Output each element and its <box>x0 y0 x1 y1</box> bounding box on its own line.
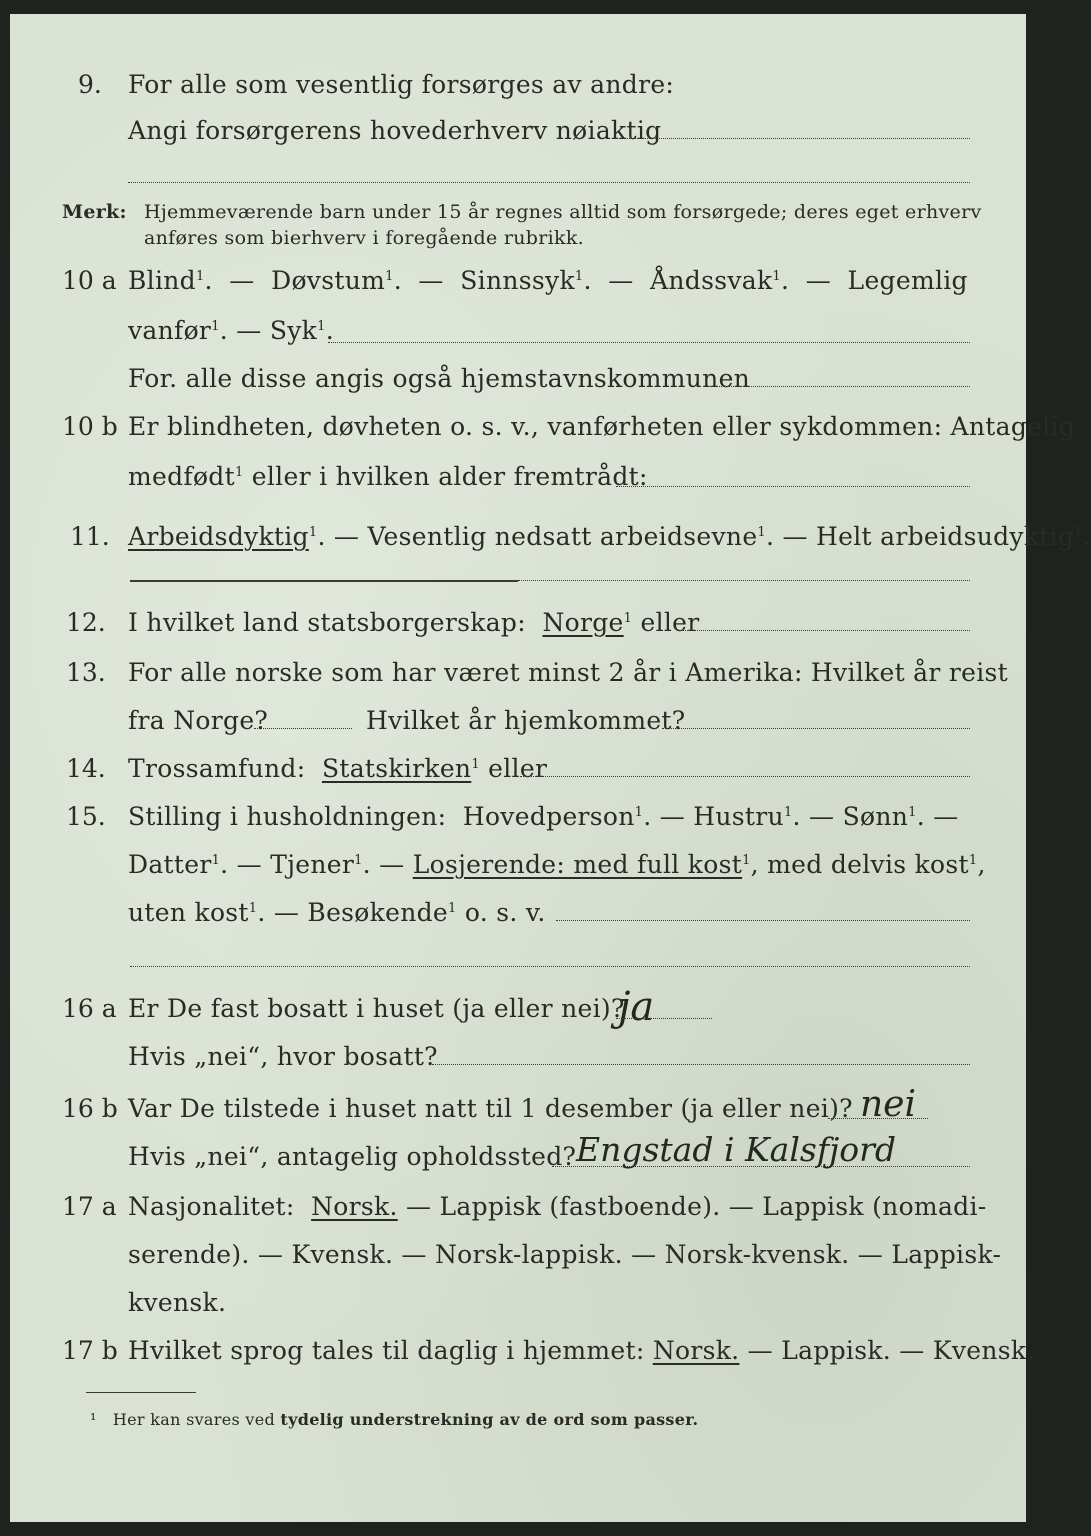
q17a-line3: kvensk. <box>128 1288 227 1317</box>
q13-reist-line[interactable] <box>254 728 352 729</box>
q14-statskirken-underlined: Statskirken <box>321 754 472 783</box>
q14-line: Trossamfund: Statskirken$^1$ eller <box>128 754 548 783</box>
q10a-blind: Blind <box>128 266 196 295</box>
q17a-line1: Nasjonalitet: Norsk. — Lappisk (fastboende). — Lappisk (nomadi- <box>128 1192 987 1221</box>
q15-line2: Datter$^1$. — Tjener$^1$. — Losjerende: med full kost$^1$, med delvis kost$^1$, <box>128 850 986 879</box>
q11-answer-line-solid[interactable] <box>130 580 518 582</box>
q10b-line2: medfødt$^1$ eller i hvilken alder fremtrådt: <box>128 462 648 491</box>
q16b-handwritten-opholdssted: Engstad i Kalsfjord <box>576 1130 897 1169</box>
footnote-rule <box>86 1392 196 1393</box>
q10a-vanfor: vanfør <box>128 316 212 345</box>
q11-answer-line[interactable] <box>518 580 970 581</box>
q10a-dovstum: Døvstum <box>271 266 386 295</box>
q10a-line2: vanfør$^1$. — Syk$^1$. <box>128 316 334 345</box>
q9-line1: For alle som vesentlig forsørges av andre: <box>128 70 675 99</box>
merk-line2: anføres som bierhverv i foregående rubrikk. <box>144 227 584 249</box>
q9-answer-line[interactable] <box>614 138 970 139</box>
q12-norge-underlined: Norge <box>542 608 624 637</box>
q15-losjerende-underlined: Losjerende: med full kost <box>412 850 743 879</box>
q11-arbeidsdyktig-underlined: Arbeidsdyktig <box>128 522 309 551</box>
q16a-line1: Er De fast bosatt i huset (ja eller nei)? <box>128 994 625 1023</box>
q11-line: Arbeidsdyktig$^1$. — Vesentlig nedsatt arbeidsevne$^1$. — Helt arbeidsudyktig$^1$. <box>128 522 1091 551</box>
q13-line2b: Hvilket år hjemkommet? <box>366 706 686 735</box>
q10b-answer-line[interactable] <box>616 486 970 487</box>
q11-number: 11. <box>70 522 110 551</box>
q14-answer-line[interactable] <box>520 776 970 777</box>
q16b-opholdssted-line[interactable] <box>552 1166 970 1167</box>
q17b-number: 17 b <box>62 1336 118 1365</box>
merk-line1: Hjemmeværende barn under 15 år regnes alltid som forsørgede; deres eget erhverv <box>144 201 982 223</box>
footnote: ¹ Her kan svares ved tydelig understrekning av de ord som passer. <box>90 1410 699 1429</box>
q13-hjemkommet-line[interactable] <box>662 728 970 729</box>
footnote-mark: ¹ <box>90 1410 97 1429</box>
q14-number: 14. <box>66 754 106 783</box>
q10a-syk: Syk <box>269 316 318 345</box>
q10b-line1: Er blindheten, døvheten o. s. v., vanførheten eller sykdommen: Antagelig <box>128 412 1076 441</box>
q15-line3: uten kost$^1$. — Besøkende$^1$ o. s. v. <box>128 898 546 927</box>
census-form-page <box>10 14 1091 1522</box>
q16b-line2: Hvis „nei“, antagelig opholdssted? <box>128 1142 577 1171</box>
q9-answer-line-2[interactable] <box>128 182 970 183</box>
q16a-line2: Hvis „nei“, hvor bosatt? <box>128 1042 438 1071</box>
q16a-handwritten-answer: ja <box>618 984 655 1030</box>
q16a-bosatt-line[interactable] <box>432 1064 970 1065</box>
q12-line: I hvilket land statsborgerskap: Norge$^1$ eller <box>128 608 700 637</box>
q15-answer-line[interactable] <box>556 920 970 921</box>
q16b-line1: Var De tilstede i huset natt til 1 desember (ja eller nei)? <box>128 1094 853 1123</box>
q13-line2a: fra Norge? <box>128 706 269 735</box>
q10a-hjemstavn-line[interactable] <box>710 386 970 387</box>
q16a-number: 16 a <box>62 994 117 1023</box>
q10a-sinnssyk: Sinnssyk <box>460 266 575 295</box>
q12-answer-line[interactable] <box>680 630 970 631</box>
q16b-handwritten-answer: nei <box>860 1084 917 1125</box>
q12-number: 12. <box>66 608 106 637</box>
merk-label: Merk: <box>62 201 127 223</box>
q10b-number: 10 b <box>62 412 118 441</box>
q15-answer-line-2[interactable] <box>130 966 970 967</box>
q17a-line2: serende). — Kvensk. — Norsk-lappisk. — Norsk-kvensk. — Lappisk- <box>128 1240 1002 1269</box>
q13-line1: For alle norske som har været minst 2 år i Amerika: Hvilket år reist <box>128 658 1009 687</box>
q15-line1: Stilling i husholdningen: Hovedperson$^1$. — Hustru$^1$. — Sønn$^1$. — <box>128 802 959 831</box>
q9-line2: Angi forsørgerens hovederhverv nøiaktig <box>128 116 662 145</box>
q10a-line1: Blind$^1$. — Døvstum$^1$. — Sinnssyk$^1$. — Åndssvak$^1$. — Legemlig <box>128 266 968 295</box>
q13-number: 13. <box>66 658 106 687</box>
q10a-andssvak: Åndssvak <box>650 266 773 295</box>
q16a-answer-line[interactable] <box>616 1018 712 1019</box>
q16b-answer-line[interactable] <box>828 1118 928 1119</box>
q17b-norsk-underlined: Norsk. <box>652 1336 740 1365</box>
q17a-norsk-underlined: Norsk. <box>311 1192 398 1221</box>
q17b-line: Hvilket sprog tales til daglig i hjemmet: Norsk. — Lappisk. — Kvensk. <box>128 1336 1035 1365</box>
q17a-number: 17 a <box>62 1192 117 1221</box>
q10a-line3: For. alle disse angis også hjemstavnskommunen <box>128 364 751 393</box>
q10a-number: 10 a <box>62 266 117 295</box>
q16b-number: 16 b <box>62 1094 118 1123</box>
q10a-legemlig: Legemlig <box>847 266 968 295</box>
q15-number: 15. <box>66 802 106 831</box>
q9-number: 9. <box>78 70 102 99</box>
q10a-answer-line[interactable] <box>328 342 970 343</box>
q10b-medfodt: medfødt <box>128 462 235 491</box>
